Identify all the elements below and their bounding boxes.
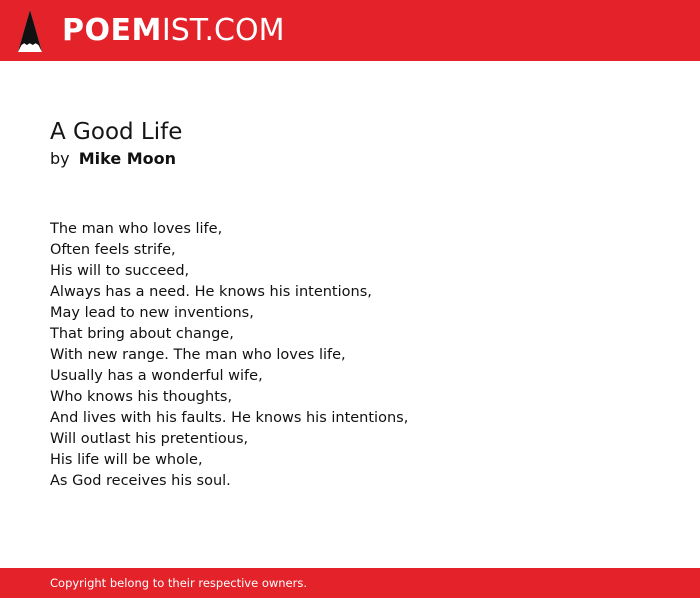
- logo-light-text: IST.COM: [161, 13, 285, 48]
- poem-byline: [50, 149, 176, 169]
- site-logo-link[interactable]: [18, 10, 284, 52]
- poem-line: As God receives his soul.: [50, 473, 231, 489]
- poem-line: That bring about change,: [50, 326, 234, 342]
- poem-line: Will outlast his pretentious,: [50, 431, 249, 447]
- poem-line: Always has a need. He knows his intentions,: [50, 284, 372, 300]
- poem-line: His life will be whole,: [50, 452, 203, 468]
- site-header: [0, 0, 700, 61]
- poem-line: With new range. The man who loves life,: [50, 347, 346, 363]
- poem-line: Often feels strife,: [50, 242, 176, 258]
- byline-label: by: [50, 149, 70, 168]
- site-footer: [0, 568, 700, 598]
- copyright-notice: Copyright belong to their respective owners.: [50, 576, 308, 590]
- poem-line: And lives with his faults. He knows his intentions,: [50, 410, 409, 426]
- logo-bold-text: POEM: [62, 13, 162, 48]
- poem-line: The man who loves life,: [50, 221, 223, 237]
- poem-line: May lead to new inventions,: [50, 305, 254, 321]
- poem-title: A Good Life: [50, 119, 183, 145]
- pencil-tip-icon: [18, 10, 42, 52]
- poem-line: His will to succeed,: [50, 263, 190, 279]
- poem-line: Who knows his thoughts,: [50, 389, 233, 405]
- poem-line: Usually has a wonderful wife,: [50, 368, 263, 384]
- poem-body: [50, 219, 408, 492]
- site-logo-text: [62, 10, 284, 52]
- author-name: Mike Moon: [78, 149, 177, 168]
